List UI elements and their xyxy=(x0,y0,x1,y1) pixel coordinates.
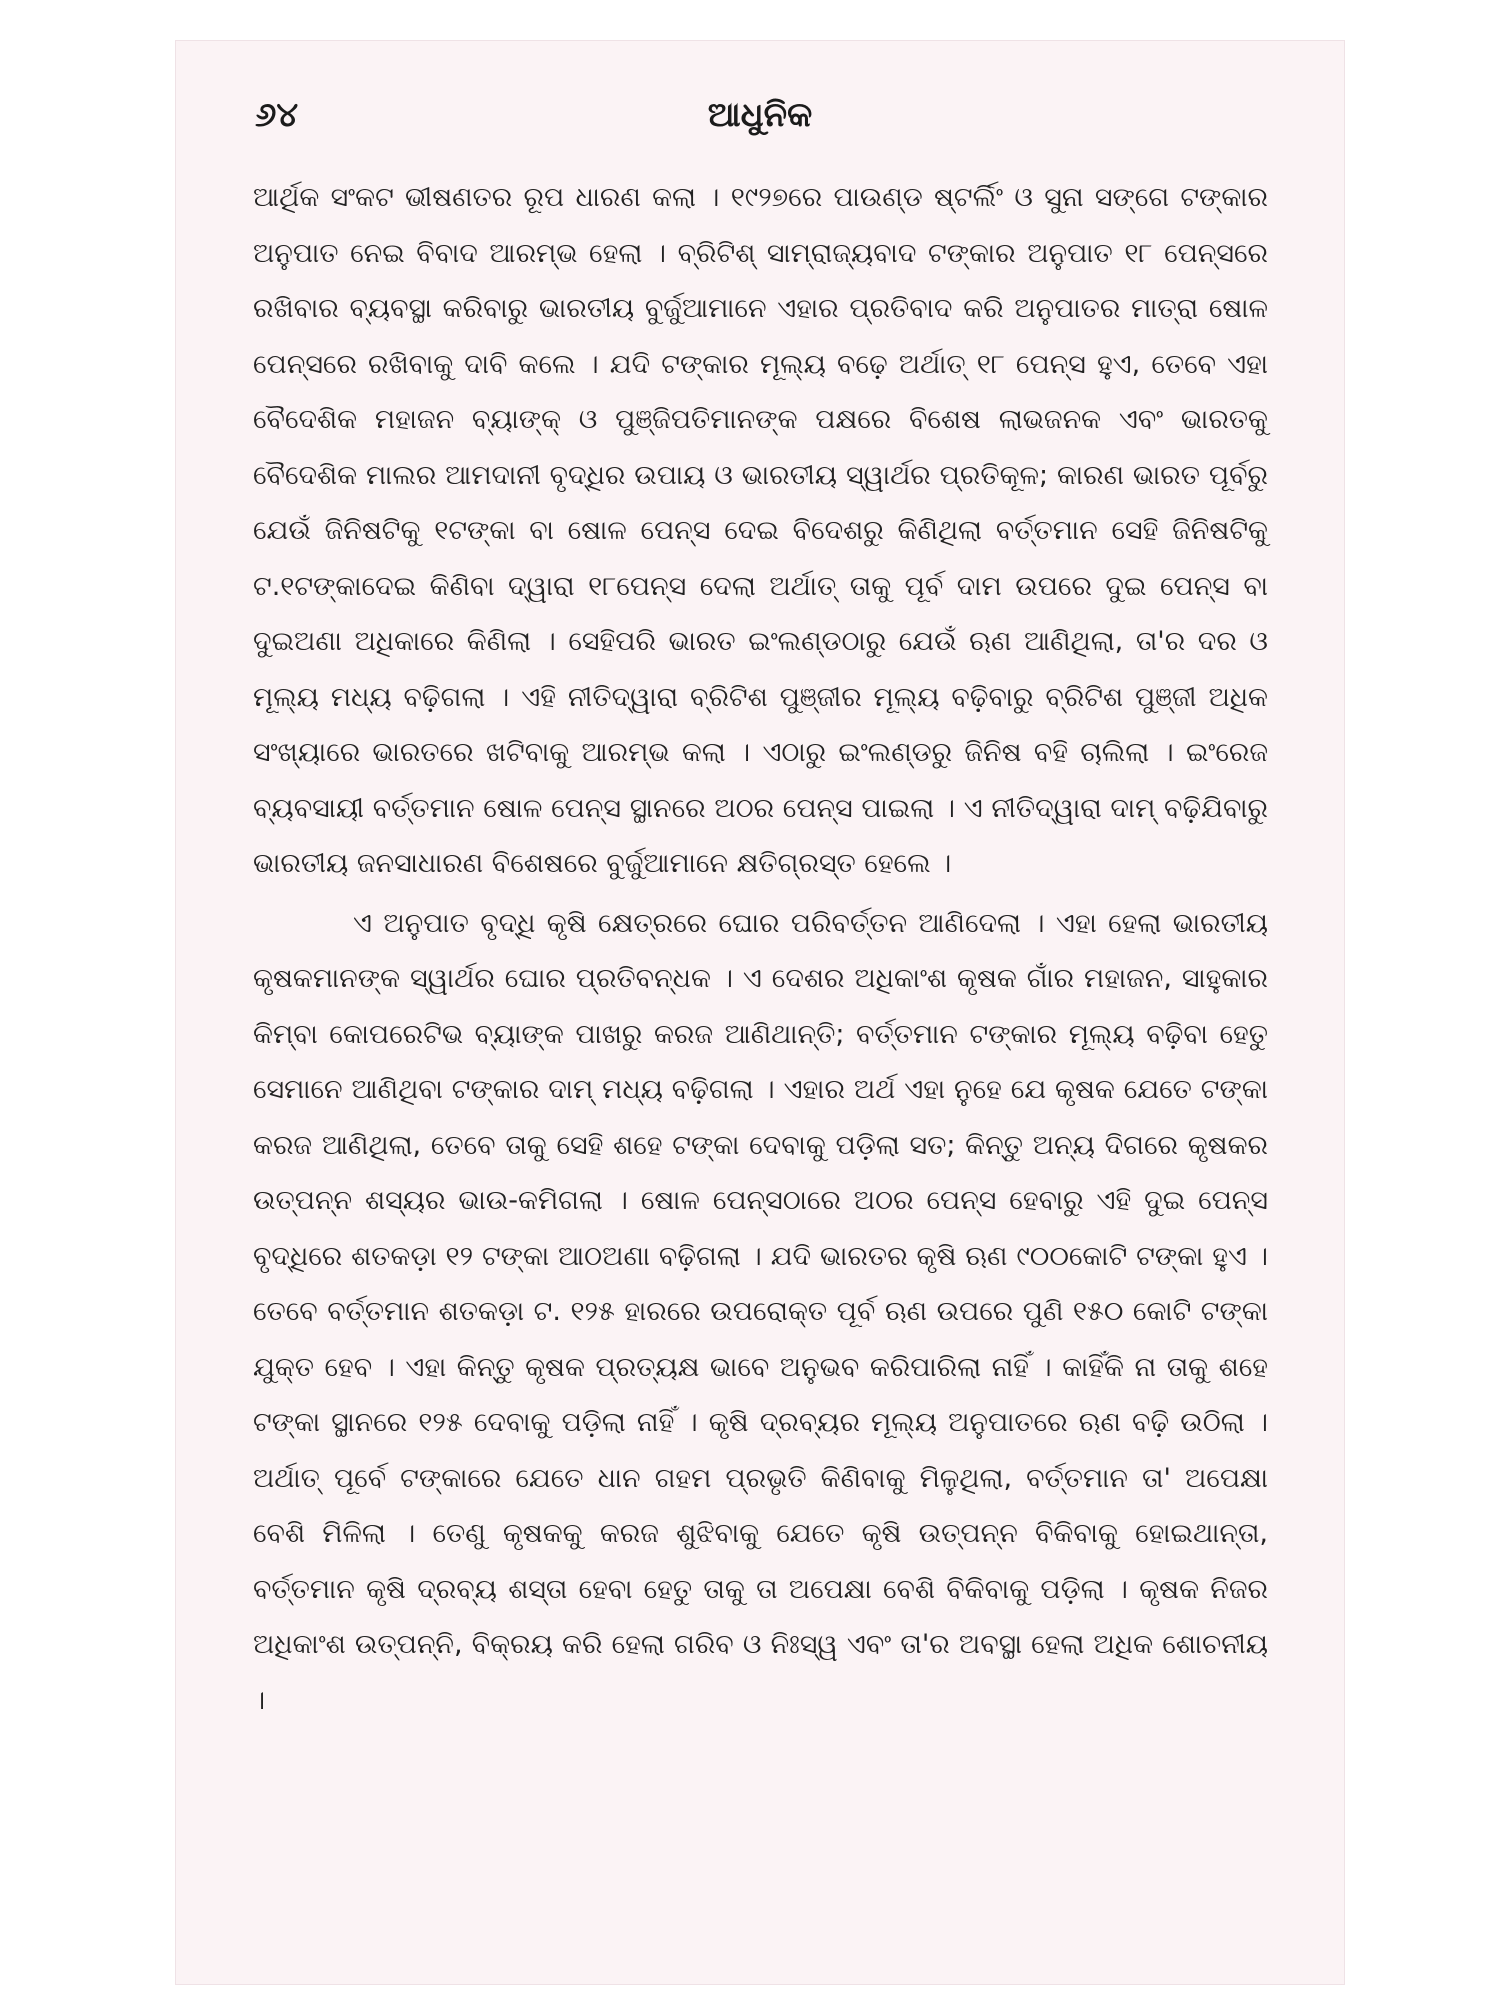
paragraph-1: ଆର୍ଥିକ ସଂକଟ ଭୀଷଣତର ରୂପ ଧାରଣ କଲା । ୧୯୨୭ରେ ପାଉଣ୍ଡ ଷ୍ଟର୍ଲିଂ ଓ ସୁନା ସଙ୍ଗେ ଟଙ୍କାର ଅନୁପାତ ନେଇ ବିବାଦ ଆରମ୍ଭ ହେଲା । ବ୍ରିଟିଶ୍ ସାମ୍ରାଜ୍ୟବାଦ ଟଙ୍କାର ଅନୁପାତ ୧୮ ପେନ୍ସରେ ରଖିବାର ବ୍ୟବସ୍ଥା କରିବାରୁ ଭାରତୀୟ ବୁର୍ଜୁଆମାନେ ଏହାର ପ୍ରତିବାଦ କରି ଅନୁପାତର ମାତ୍ରା ଷୋଳ ପେନ୍ସରେ ରଖିବାକୁ ଦାବି କଲେ । ଯଦି ଟଙ୍କାର ମୂଲ୍ୟ ବଢ଼େ ଅର୍ଥାତ୍ ୧୮ ପେନ୍ସ ହୁଏ, ତେବେ ଏହା ବୈଦେଶିକ ମହାଜନ ବ୍ୟାଙ୍କ୍ ଓ ପୁଞ୍ଜିପତିମାନଙ୍କ ପକ୍ଷରେ ବିଶେଷ ଲାଭଜନକ ଏବଂ ଭାରତକୁ ବୈଦେଶିକ ମାଲର ଆମଦାନୀ ବୃଦ୍ଧିର ଉପାୟ ଓ ଭାରତୀୟ ସ୍ୱାର୍ଥର ପ୍ରତିକୂଳ; କାରଣ ଭାରତ ପୂର୍ବରୁ ଯେଉଁ ଜିନିଷଟିକୁ ୧ଟଙ୍କା ବା ଷୋଳ ପେନ୍ସ ଦେଇ ବିଦେଶରୁ କିଣିଥିଲା ବର୍ତ୍ତମାନ ସେହି ଜିନିଷଟିକୁ ଟ.୧ଟଙ୍କାଦେଇ କିଣିବା ଦ୍ୱାରା ୧୮ପେନ୍ସ ଦେଲା ଅର୍ଥାତ୍ ତାକୁ ପୂର୍ବ ଦାମ ଉପରେ ଦୁଇ ପେନ୍ସ ବା ଦୁଇଅଣା ଅଧିକାରେ କିଣିଲା । ସେହିପରି ଭାରତ ଇଂଲଣ୍ଡଠାରୁ ଯେଉଁ ଋଣ ଆଣିଥିଲା, ତା'ର ଦର ଓ ମୂଲ୍ୟ ମଧ୍ୟ ବଢ଼ିଗଲା । ଏହି ନୀତିଦ୍ୱାରା ବ୍ରିଟିଶ ପୁଞ୍ଜୀର ମୂଲ୍ୟ ବଢ଼ିବାରୁ ବ୍ରିଟିଶ ପୁଞ୍ଜୀ ଅଧିକ ସଂଖ୍ୟାରେ ଭାରତରେ ଖଟିବାକୁ ଆରମ୍ଭ କଲା । ଏଠାରୁ ଇଂଲଣ୍ଡରୁ ଜିନିଷ ବହି ଚାଲିଲା । ଇଂରେଜ ବ୍ୟବସାୟୀ ବର୍ତ୍ତମାନ ଷୋଳ ପେନ୍ସ ସ୍ଥାନରେ ଅଠର ପେନ୍ସ ପାଇଲା । ଏ ନୀତିଦ୍ୱାରା ଦାମ୍ ବଢ଼ିଯିବାରୁ ଭାରତୀୟ ଜନସାଧାରଣ ବିଶେଷରେ ବୁର୍ଜୁଆମାନେ କ୍ଷତିଗ୍ରସ୍ତ ହେଲେ । xyxy=(253,182,1268,879)
page-header xyxy=(175,95,1345,145)
paragraph-2: ଏ ଅନୁପାତ ବୃଦ୍ଧି କୃଷି କ୍ଷେତ୍ରରେ ଘୋର ପରିବର୍ତ୍ତନ ଆଣିଦେଲା । ଏହା ହେଲା ଭାରତୀୟ କୃଷକମାନଙ୍କ ସ୍ୱାର୍ଥର ଘୋର ପ୍ରତିବନ୍ଧକ । ଏ ଦେଶର ଅଧିକାଂଶ କୃଷକ ଗାଁର ମହାଜନ, ସାହୁକାର କିମ୍ବା କୋପରେଟିଭ ବ୍ୟାଙ୍କ ପାଖରୁ କରଜ ଆଣିଥାନ୍ତି; ବର୍ତ୍ତମାନ ଟଙ୍କାର ମୂଲ୍ୟ ବଢ଼ିବା ହେତୁ ସେମାନେ ଆଣିଥିବା ଟଙ୍କାର ଦାମ୍ ମଧ୍ୟ ବଢ଼ିଗଲା । ଏହାର ଅର୍ଥ ଏହା ନୁହେ ଯେ କୃଷକ ଯେତେ ଟଙ୍କା କରଜ ଆଣିଥିଲା, ତେବେ ତାକୁ ସେହି ଶହେ ଟଙ୍କା ଦେବାକୁ ପଡ଼ିଲା ସତ; କିନ୍ତୁ ଅନ୍ୟ ଦିଗରେ କୃଷକର ଉତ୍ପନ୍ନ ଶସ୍ୟର ଭାଉ-କମିଗଲା । ଷୋଳ ପେନ୍ସଠାରେ ଅଠର ପେନ୍ସ ହେବାରୁ ଏହି ଦୁଇ ପେନ୍ସ ବୃଦ୍ଧିରେ ଶତକଡ଼ା ୧୨ ଟଙ୍କା ଆଠଅଣା ବଢ଼ିଗଲା । ଯଦି ଭାରତର କୃଷି ଋଣ ୯୦୦କୋଟି ଟଙ୍କା ହୁଏ । ତେବେ ବର୍ତ୍ତମାନ ଶତକଡ଼ା ଟ. ୧୨୫ ହାରରେ ଉପରୋକ୍ତ ପୂର୍ବ ଋଣ ଉପରେ ପୁଣି ୧୫୦ କୋଟି ଟଙ୍କା ଯୁକ୍ତ ହେବ । ଏହା କିନ୍ତୁ କୃଷକ ପ୍ରତ୍ୟକ୍ଷ ଭାବେ ଅନୁଭବ କରିପାରିଲା ନାହିଁ । କାହିଁକି ନା ତାକୁ ଶହେ ଟଙ୍କା ସ୍ଥାନରେ ୧୨୫ ଦେବାକୁ ପଡ଼ିଲା ନାହିଁ । କୃଷି ଦ୍ରବ୍ୟର ମୂଲ୍ୟ ଅନୁପାତରେ ଋଣ ବଢ଼ି ଉଠିଲା । ଅର୍ଥାତ୍ ପୂର୍ବେ ଟଙ୍କାରେ ଯେତେ ଧାନ ଗହମ ପ୍ରଭୃତି କିଣିବାକୁ ମିଳୁଥିଲା, ବର୍ତ୍ତମାନ ତା' ଅପେକ୍ଷା ବେଶି ମିଳିଲା । ତେଣୁ କୃଷକକୁ କରଜ ଶୁଝିବାକୁ ଯେତେ କୃଷି ଉତ୍ପନ୍ନ ବିକିବାକୁ ହୋଇଥାନ୍ତା, ବର୍ତ୍ତମାନ କୃଷି ଦ୍ରବ୍ୟ ଶସ୍ତା ହେବା ହେତୁ ତାକୁ ତା ଅପେକ୍ଷା ବେଶି ବିକିବାକୁ ପଡ଼ିଲା । କୃଷକ ନିଜର ଅଧିକାଂଶ ଉତ୍ପନ୍ନି, ବିକ୍ରୟ କରି ହେଲା ଗରିବ ଓ ନିଃସ୍ୱ ଏବଂ ତା'ର ଅବସ୍ଥା ହେଲା ଅଧିକ ଶୋଚନୀୟ । xyxy=(253,907,1268,1716)
page-number: ୬୪ xyxy=(255,95,299,135)
running-title: ଆଧୁନିକ xyxy=(707,95,813,135)
body-text xyxy=(253,170,1268,1728)
book-page xyxy=(175,40,1345,1985)
